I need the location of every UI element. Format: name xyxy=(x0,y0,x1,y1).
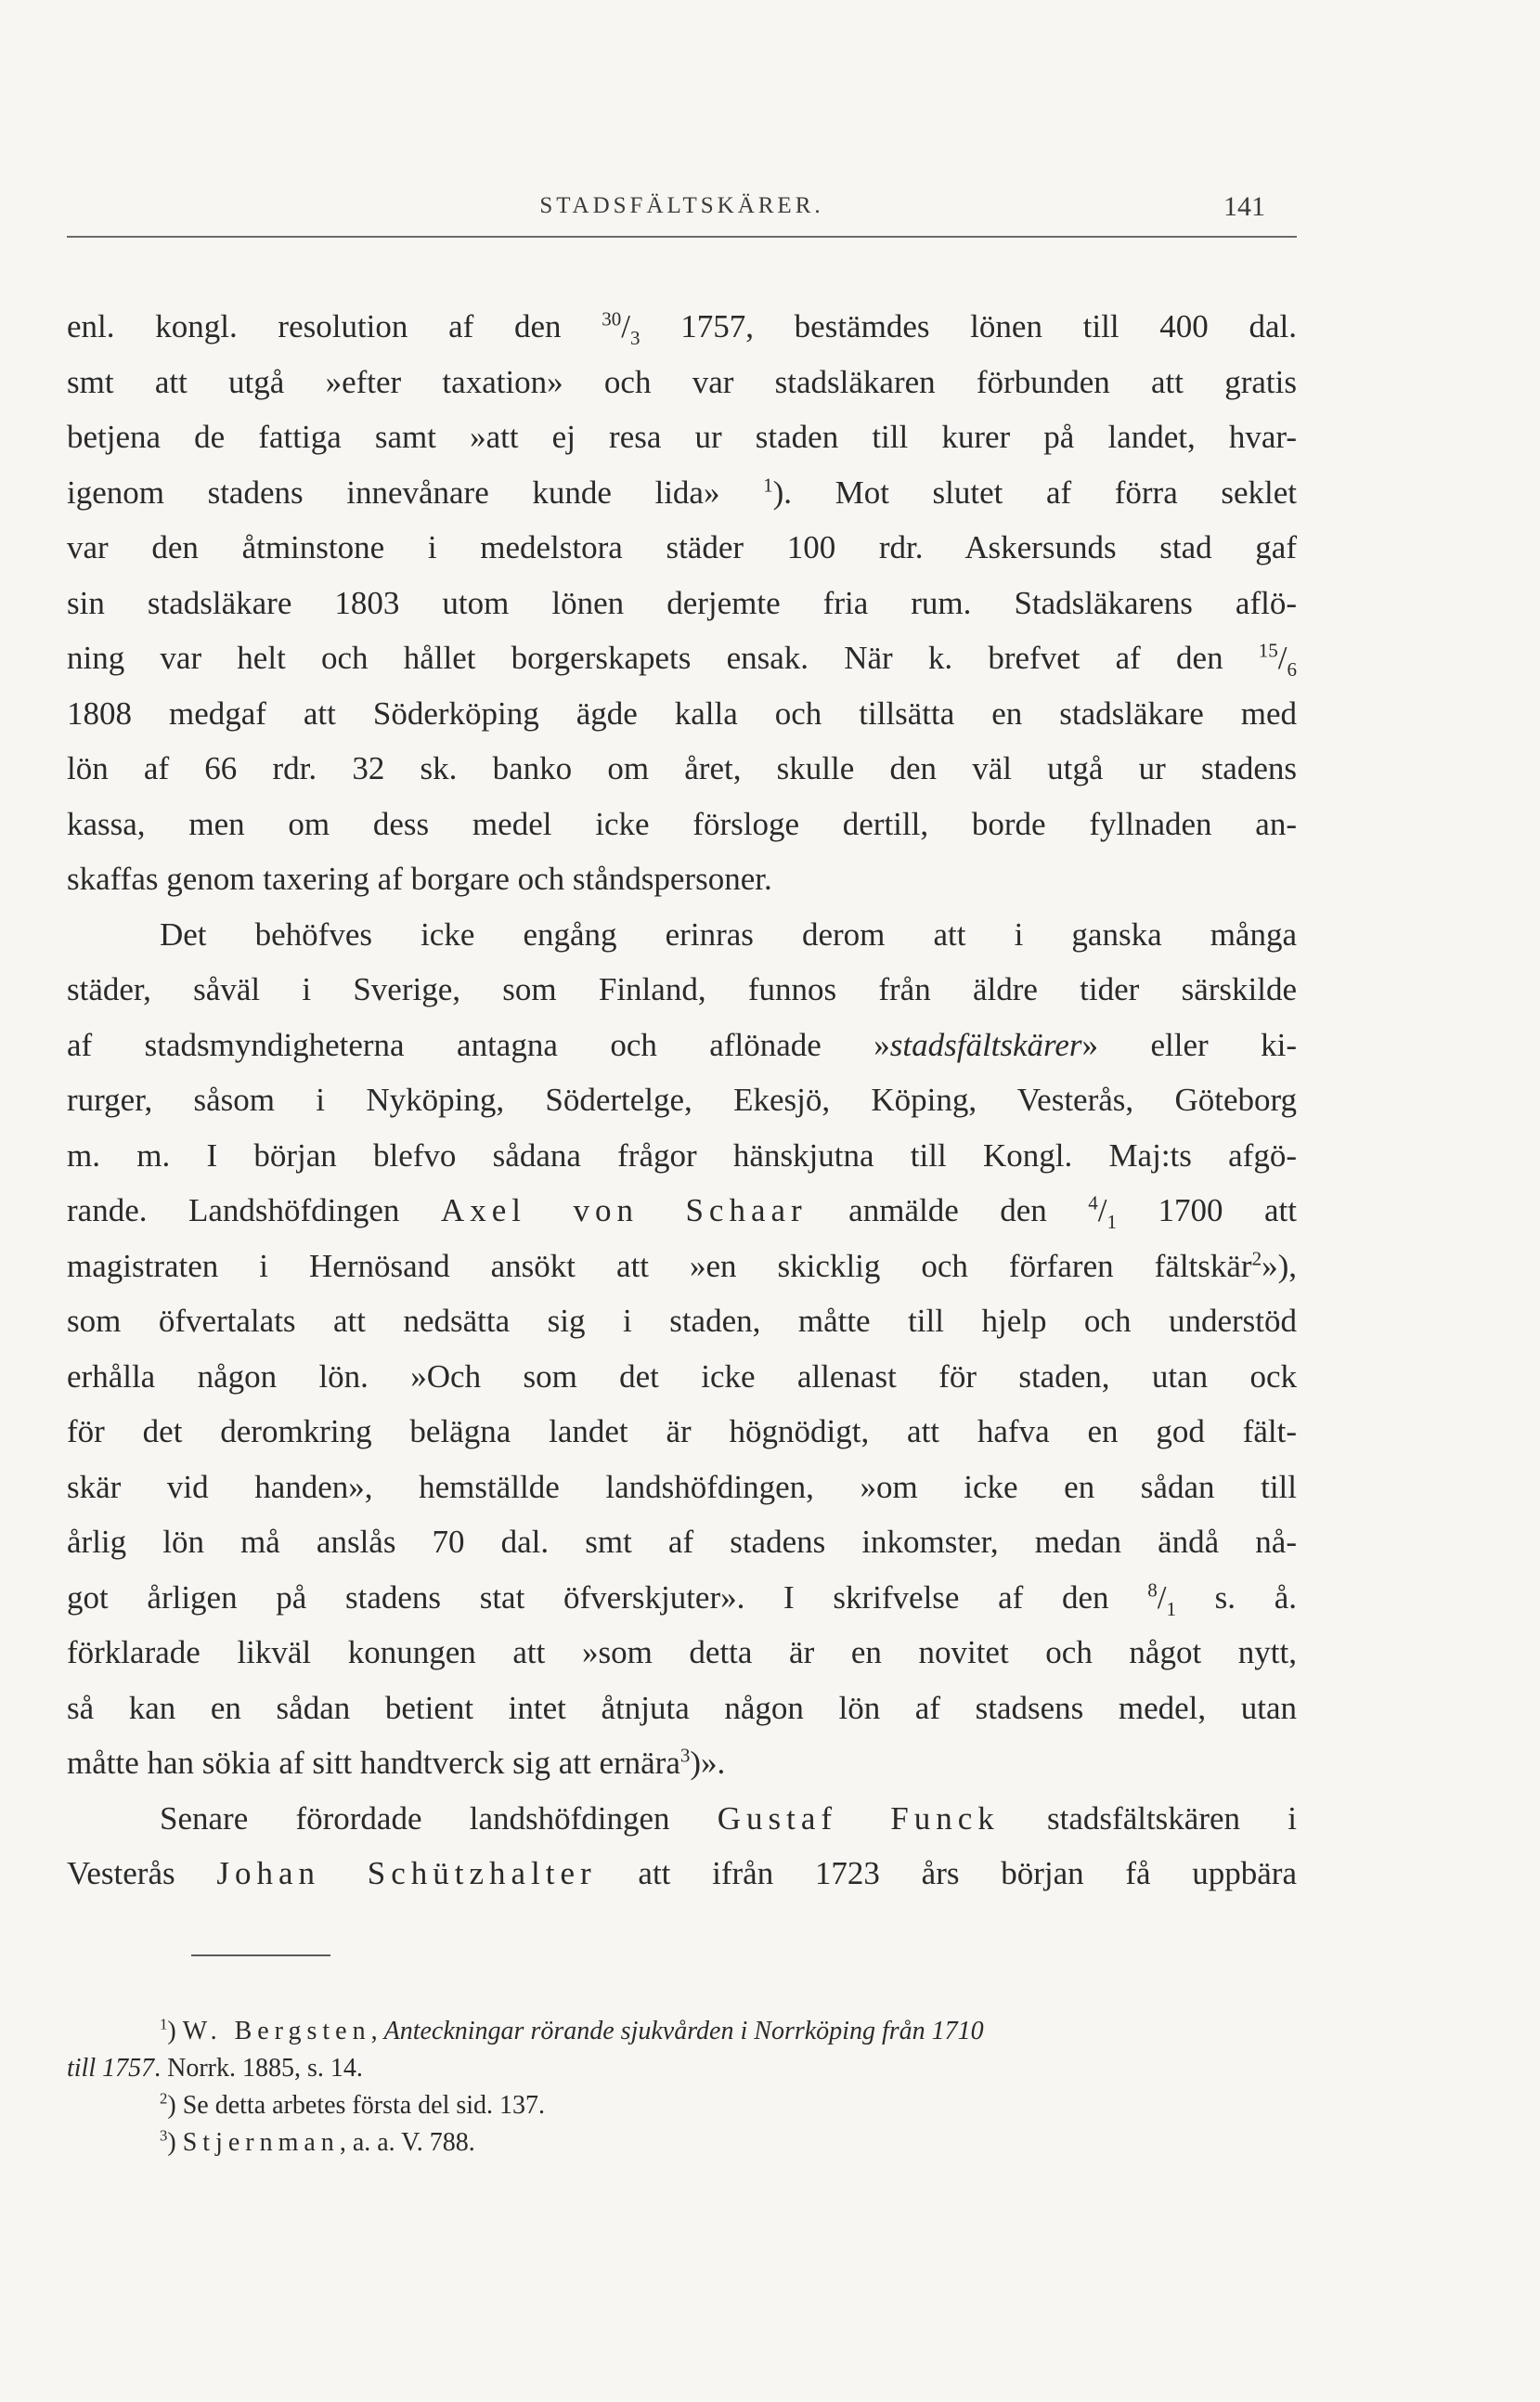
text-line: lön af 66 rdr. 32 sk. banko om året, skulle den väl utgå ur stadens xyxy=(67,750,1297,786)
text-line: magistraten i Hernösand ansökt att »en skicklig och förfaren fältskär$^2$»), xyxy=(67,1246,1297,1284)
text-line: igenom stadens innevånare kunde lida» $^1$). Mot slutet af förra seklet xyxy=(67,473,1297,511)
text-line: städer, såväl i Sverige, som Finland, funnos från äldre tider särskilde xyxy=(67,971,1297,1007)
footnote: $^3$) Stjernman, a. a. V. 788. xyxy=(160,2126,475,2157)
spaced-name: Johan Schützhalter xyxy=(216,1855,597,1891)
footnote-ref: 3 xyxy=(679,1744,691,1767)
text-line: förklarade likväl konungen att »som detta är en novitet och något nytt, xyxy=(67,1634,1297,1670)
text-line: 1808 medgaf att Söderköping ägde kalla och tillsätta en stadsläkare med xyxy=(67,695,1297,732)
text-line: Vesterås Johan Schützhalter att ifrån 1723 års början få uppbära xyxy=(67,1855,1297,1891)
text-line: rande. Landshöfdingen Axel von Schaar anmälde den $^4/_1$ 1700 att xyxy=(67,1191,1297,1233)
footnote-continuation: till 1757. Norrk. 1885, s. 14. xyxy=(67,2054,363,2083)
footnote-rule xyxy=(191,1954,330,1956)
text-line: erhålla någon lön. »Och som det icke allenast för staden, utan ock xyxy=(67,1357,1297,1395)
page-number: 141 xyxy=(1223,191,1265,222)
spaced-name: Gustaf Funck xyxy=(717,1799,1000,1837)
text-line: var den åtminstone i medelstora städer 100 rdr. Askersunds stad gaf xyxy=(67,529,1297,565)
text-line: kassa, men om dess medel icke försloge dertill, borde fyllnaden an- xyxy=(67,805,1297,842)
text-line: got årligen på stadens stat öfverskjuter». I skrifvelse af den $^8/_1$ s. å. xyxy=(67,1578,1298,1620)
italic-term: stadsfältskärer xyxy=(889,1026,1082,1063)
text-line: m. m. I början blefvo sådana frågor hänskjutna till Kongl. Maj:ts afgö- xyxy=(67,1136,1297,1174)
text-line: Senare förordade landshöfdingen Gustaf Funck stadsfältskären i xyxy=(160,1799,1297,1837)
footnote: $^1$) W. Bergsten, Anteckningar rörande sjukvården i Norrköping från 1710 xyxy=(160,2015,984,2045)
text-line: rurger, såsom i Nyköping, Södertelge, Ekesjö, Köping, Vesterås, Göteborg xyxy=(67,1082,1297,1118)
text-line: skaffas genom taxering af borgare och ståndspersoner. xyxy=(67,861,772,897)
page-header xyxy=(67,189,1297,238)
text-line: enl. kongl. resolution af den $^{30}/_3$ 1757, bestämdes lönen till 400 dal. xyxy=(67,307,1297,349)
text-line: betjena de fattiga samt »att ej resa ur staden till kurer på landet, hvar- xyxy=(67,419,1297,455)
text-line: smt att utgå »efter taxation» och var stadsläkaren förbunden att gratis xyxy=(67,363,1297,400)
text-line: Det behöfves icke engång erinras derom att i ganska många xyxy=(160,915,1297,953)
text-line: som öfvertalats att nedsätta sig i staden, måtte till hjelp och understöd xyxy=(67,1303,1297,1339)
text-line: så kan en sådan betient intet åtnjuta någon lön af stadsens medel, utan xyxy=(67,1689,1297,1726)
text-line: skär vid handen», hemställde landshöfdingen, »om icke en sådan till xyxy=(67,1468,1297,1505)
text-line: ning var helt och hållet borgerskapets ensak. När k. brefvet af den $^{15}/_6$ xyxy=(67,639,1297,681)
text-line: måtte han sökia af sitt handtverck sig att ernära$^3$)». xyxy=(67,1744,726,1781)
spaced-name: Axel von Schaar xyxy=(440,1192,808,1228)
text-line: sin stadsläkare 1803 utom lönen derjemte fria rum. Stadsläkarens aflö- xyxy=(67,584,1297,621)
text-line: af stadsmyndigheterna antagna och aflönade »stadsfältskärer» eller ki- xyxy=(67,1026,1297,1063)
footnote: $^2$) Se detta arbetes första del sid. 137. xyxy=(160,2089,546,2120)
running-title: STADSFÄLTSKÄRER. xyxy=(539,193,824,218)
body-text xyxy=(67,299,1297,1902)
text-line: för det deromkring belägna landet är högnödigt, att hafva en god fält- xyxy=(67,1413,1297,1449)
footnote-ref: 1 xyxy=(763,473,773,496)
footnote-ref: 2 xyxy=(1251,1246,1262,1269)
footnotes xyxy=(67,2013,1297,2162)
text-line: årlig lön må anslås 70 dal. smt af stadens inkomster, medan ändå nå- xyxy=(67,1524,1297,1560)
